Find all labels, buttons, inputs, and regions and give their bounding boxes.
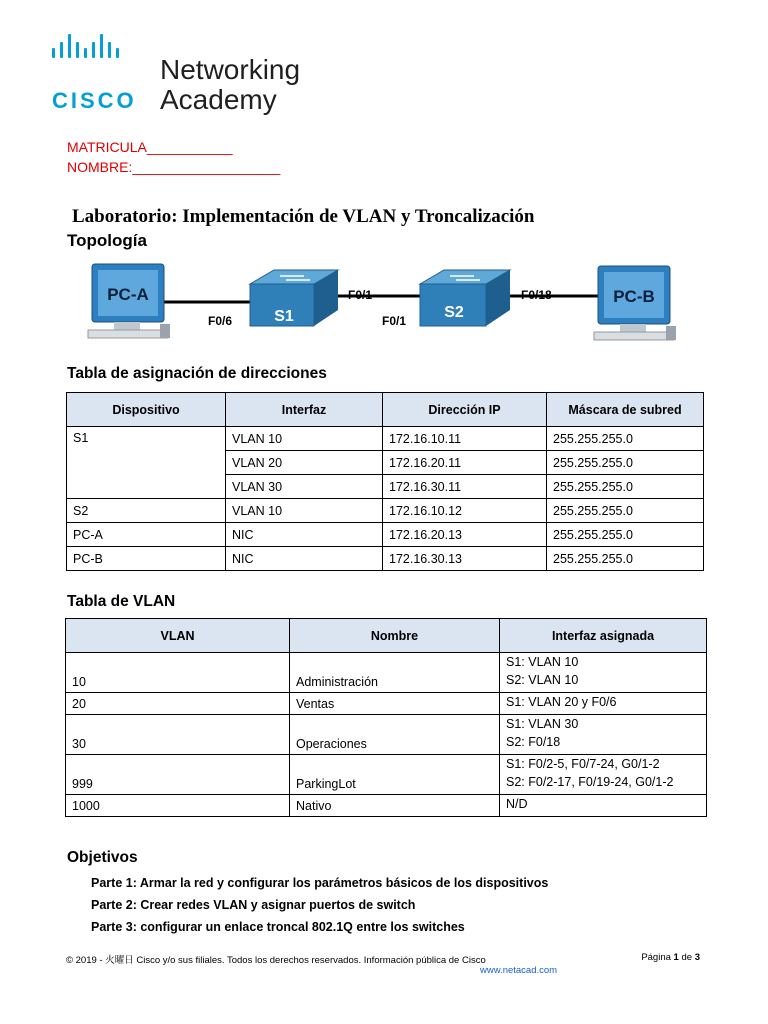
- table-row: [67, 523, 704, 547]
- s1-label: S1: [274, 308, 294, 325]
- logo-networking-text: Networking: [160, 54, 301, 85]
- logo-academy-text: Academy: [160, 84, 277, 115]
- cell-vlan: 1000: [66, 795, 290, 817]
- topology-diagram: [80, 262, 690, 352]
- interface-line: S1: VLAN 20 y F0/6: [506, 695, 617, 709]
- cell-interfaces: [500, 755, 707, 795]
- cell-interface: NIC: [226, 523, 383, 547]
- port-s1-f01: F0/1: [348, 288, 373, 302]
- cell-ip: 172.16.10.12: [383, 499, 547, 523]
- footer-page-total: 3: [694, 952, 700, 963]
- objective-item: Parte 3: configurar un enlace troncal 802.1Q entre los switches: [91, 920, 465, 934]
- cell-device: PC-B: [67, 547, 226, 571]
- cell-name: Nativo: [290, 795, 500, 817]
- table-row: [66, 693, 707, 715]
- switch-s1-icon: [250, 270, 338, 326]
- cell-interface: VLAN 10: [226, 427, 383, 451]
- cell-interfaces: [500, 715, 707, 755]
- objective-item: Parte 1: Armar la red y configurar los parámetros básicos de los dispositivos: [91, 876, 549, 890]
- address-table-heading: Tabla de asignación de direcciones: [67, 365, 327, 382]
- pc-b-label: PC-B: [613, 287, 655, 306]
- table-row: [66, 653, 707, 693]
- cell-vlan: 10: [66, 653, 290, 693]
- document-title: Laboratorio: Implementación de VLAN y Troncalización: [72, 206, 535, 227]
- cell-interface: VLAN 20: [226, 451, 383, 475]
- vlan-table-header-row: [66, 619, 707, 653]
- address-table: [66, 392, 704, 571]
- col-header-mask: Máscara de subred: [547, 393, 704, 427]
- cell-ip: 172.16.30.13: [383, 547, 547, 571]
- footer-page-middle: de: [678, 952, 695, 963]
- table-row: [66, 755, 707, 795]
- cell-vlan: 30: [66, 715, 290, 755]
- cell-interface: VLAN 10: [226, 499, 383, 523]
- col-header-assigned-interface: Interfaz asignada: [500, 619, 707, 653]
- col-header-interface: Interfaz: [226, 393, 383, 427]
- s2-label: S2: [444, 304, 464, 321]
- cell-ip: 172.16.30.11: [383, 475, 547, 499]
- pc-a-icon: [88, 264, 170, 338]
- objectives-heading: Objetivos: [67, 849, 138, 866]
- footer: [66, 952, 706, 966]
- cell-name: Ventas: [290, 693, 500, 715]
- table-row: [67, 427, 704, 451]
- cell-name: Operaciones: [290, 715, 500, 755]
- cell-name: Administración: [290, 653, 500, 693]
- vlan-table: [65, 618, 707, 817]
- cell-mask: 255.255.255.0: [547, 427, 704, 451]
- col-header-vlan: VLAN: [66, 619, 290, 653]
- interface-line: S1: VLAN 30: [506, 717, 579, 731]
- cell-interface: NIC: [226, 547, 383, 571]
- footer-copyright: © 2019 - 火曜日 Cisco y/o sus filiales. Todos los derechos reservados. Información pública de Cisco: [66, 955, 486, 966]
- pc-b-icon: [594, 266, 676, 340]
- port-s2-f01: F0/1: [382, 314, 407, 328]
- footer-page-indicator: [641, 952, 700, 963]
- cell-mask: 255.255.255.0: [547, 499, 704, 523]
- cell-device: S2: [67, 499, 226, 523]
- interface-line: S2: F0/2-17, F0/19-24, G0/1-2: [506, 775, 674, 789]
- col-header-name: Nombre: [290, 619, 500, 653]
- cell-mask: 255.255.255.0: [547, 523, 704, 547]
- interface-line: S2: VLAN 10: [506, 673, 579, 687]
- cell-name: ParkingLot: [290, 755, 500, 795]
- matricula-field: MATRICULA___________: [67, 139, 233, 155]
- table-row: [67, 547, 704, 571]
- cell-mask: 255.255.255.0: [547, 451, 704, 475]
- interface-line: S1: F0/2-5, F0/7-24, G0/1-2: [506, 757, 660, 771]
- footer-page-number: 1: [673, 952, 679, 963]
- interface-line: N/D: [506, 797, 528, 811]
- vlan-table-heading: Tabla de VLAN: [67, 593, 176, 610]
- address-table-header-row: [67, 393, 704, 427]
- port-s1-f06: F0/6: [208, 314, 233, 328]
- cisco-wordmark: CISCO: [52, 88, 137, 113]
- table-row: [66, 795, 707, 817]
- cell-ip: 172.16.20.13: [383, 523, 547, 547]
- cell-mask: 255.255.255.0: [547, 475, 704, 499]
- footer-page-prefix: Página: [641, 952, 674, 963]
- table-row: [66, 715, 707, 755]
- cell-vlan: 999: [66, 755, 290, 795]
- cell-vlan: 20: [66, 693, 290, 715]
- objective-item: Parte 2: Crear redes VLAN y asignar puertos de switch: [91, 898, 416, 912]
- table-row: [67, 499, 704, 523]
- cell-device: S1: [67, 427, 226, 499]
- cisco-networking-academy-logo: [52, 52, 312, 122]
- cell-interface: VLAN 30: [226, 475, 383, 499]
- cell-interfaces: [500, 693, 707, 715]
- switch-s2-icon: [420, 270, 510, 326]
- interface-line: S1: VLAN 10: [506, 655, 579, 669]
- cell-device: PC-A: [67, 523, 226, 547]
- nombre-field: NOMBRE:___________________: [67, 159, 281, 175]
- cell-mask: 255.255.255.0: [547, 547, 704, 571]
- topology-heading: Topología: [67, 231, 147, 250]
- port-s2-f018: F0/18: [521, 288, 552, 302]
- footer-url-link[interactable]: www.netacad.com: [480, 965, 558, 976]
- cell-ip: 172.16.20.11: [383, 451, 547, 475]
- col-header-device: Dispositivo: [67, 393, 226, 427]
- pc-a-label: PC-A: [107, 285, 149, 304]
- cell-ip: 172.16.10.11: [383, 427, 547, 451]
- col-header-ip: Dirección IP: [383, 393, 547, 427]
- interface-line: S2: F0/18: [506, 735, 561, 749]
- cell-interfaces: [500, 653, 707, 693]
- cell-interfaces: [500, 795, 707, 817]
